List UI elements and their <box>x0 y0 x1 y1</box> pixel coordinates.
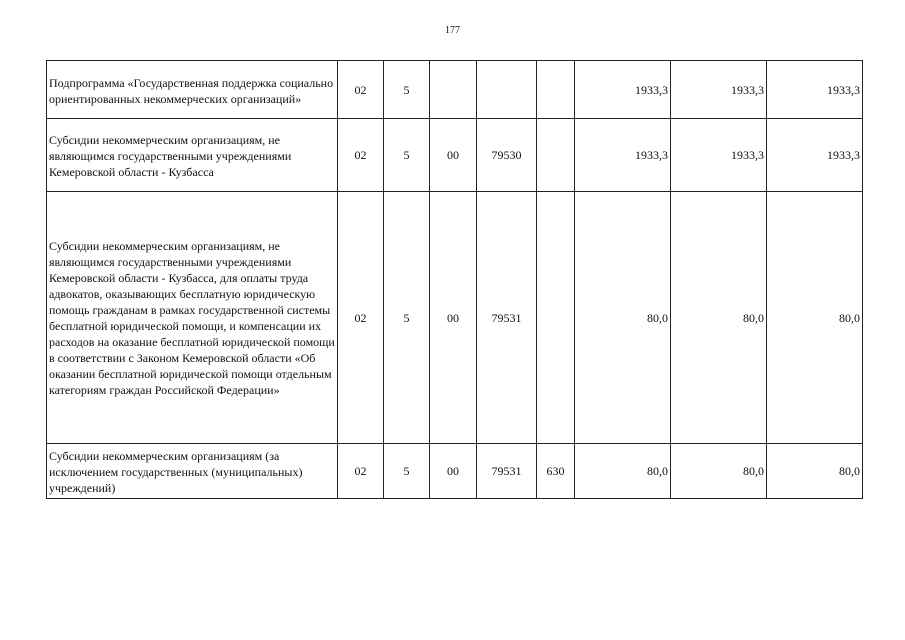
value-2-cell: 1933,3 <box>671 119 767 192</box>
table-row <box>47 119 863 192</box>
type-cell <box>537 119 575 192</box>
section-cell: 02 <box>338 444 384 499</box>
subsection-cell: 5 <box>384 61 430 119</box>
group-cell: 00 <box>430 119 477 192</box>
section-cell: 02 <box>338 61 384 119</box>
subsection-cell: 5 <box>384 444 430 499</box>
value-1-cell: 80,0 <box>575 192 671 444</box>
value-2-cell: 1933,3 <box>671 61 767 119</box>
row-name-cell: Субсидии некоммерческим организациям, не являющимся государственными учреждениями Кемеровской области - Кузбасса <box>47 119 338 192</box>
value-3-cell: 1933,3 <box>767 119 863 192</box>
row-name-cell: Подпрограмма «Государственная поддержка социально ориентированных некоммерческих организаций» <box>47 61 338 119</box>
page-number: 177 <box>445 25 460 36</box>
type-cell <box>537 61 575 119</box>
value-3-cell: 80,0 <box>767 192 863 444</box>
section-cell: 02 <box>338 119 384 192</box>
table-row <box>47 444 863 499</box>
value-3-cell: 1933,3 <box>767 61 863 119</box>
section-cell: 02 <box>338 192 384 444</box>
row-name-cell: Субсидии некоммерческим организациям, не являющимся государственными учреждениями Кемеровской области - Кузбасса, для оплаты труда адвокатов, оказывающих бесплатную юридическую помощь гражданам в рамках государственной системы бесплатной юридической помощи, и компенсации их расходов на оказание бесплатной юридической помощи в соответствии с Законом Кемеровской области «Об оказании бесплатной юридической помощи отдельным категориям граждан Российской Федерации» <box>47 192 338 444</box>
table-row <box>47 192 863 444</box>
subsection-cell: 5 <box>384 192 430 444</box>
row-name-cell: Субсидии некоммерческим организациям (за исключением государственных (муниципальных) учреждений) <box>47 444 338 499</box>
value-2-cell: 80,0 <box>671 192 767 444</box>
code-cell <box>477 61 537 119</box>
type-cell <box>537 192 575 444</box>
value-1-cell: 1933,3 <box>575 119 671 192</box>
subsection-cell: 5 <box>384 119 430 192</box>
table-row <box>47 61 863 119</box>
code-cell: 79530 <box>477 119 537 192</box>
group-cell <box>430 61 477 119</box>
group-cell: 00 <box>430 192 477 444</box>
code-cell: 79531 <box>477 192 537 444</box>
value-2-cell: 80,0 <box>671 444 767 499</box>
value-1-cell: 1933,3 <box>575 61 671 119</box>
group-cell: 00 <box>430 444 477 499</box>
type-cell: 630 <box>537 444 575 499</box>
code-cell: 79531 <box>477 444 537 499</box>
budget-table <box>46 60 863 499</box>
value-1-cell: 80,0 <box>575 444 671 499</box>
value-3-cell: 80,0 <box>767 444 863 499</box>
